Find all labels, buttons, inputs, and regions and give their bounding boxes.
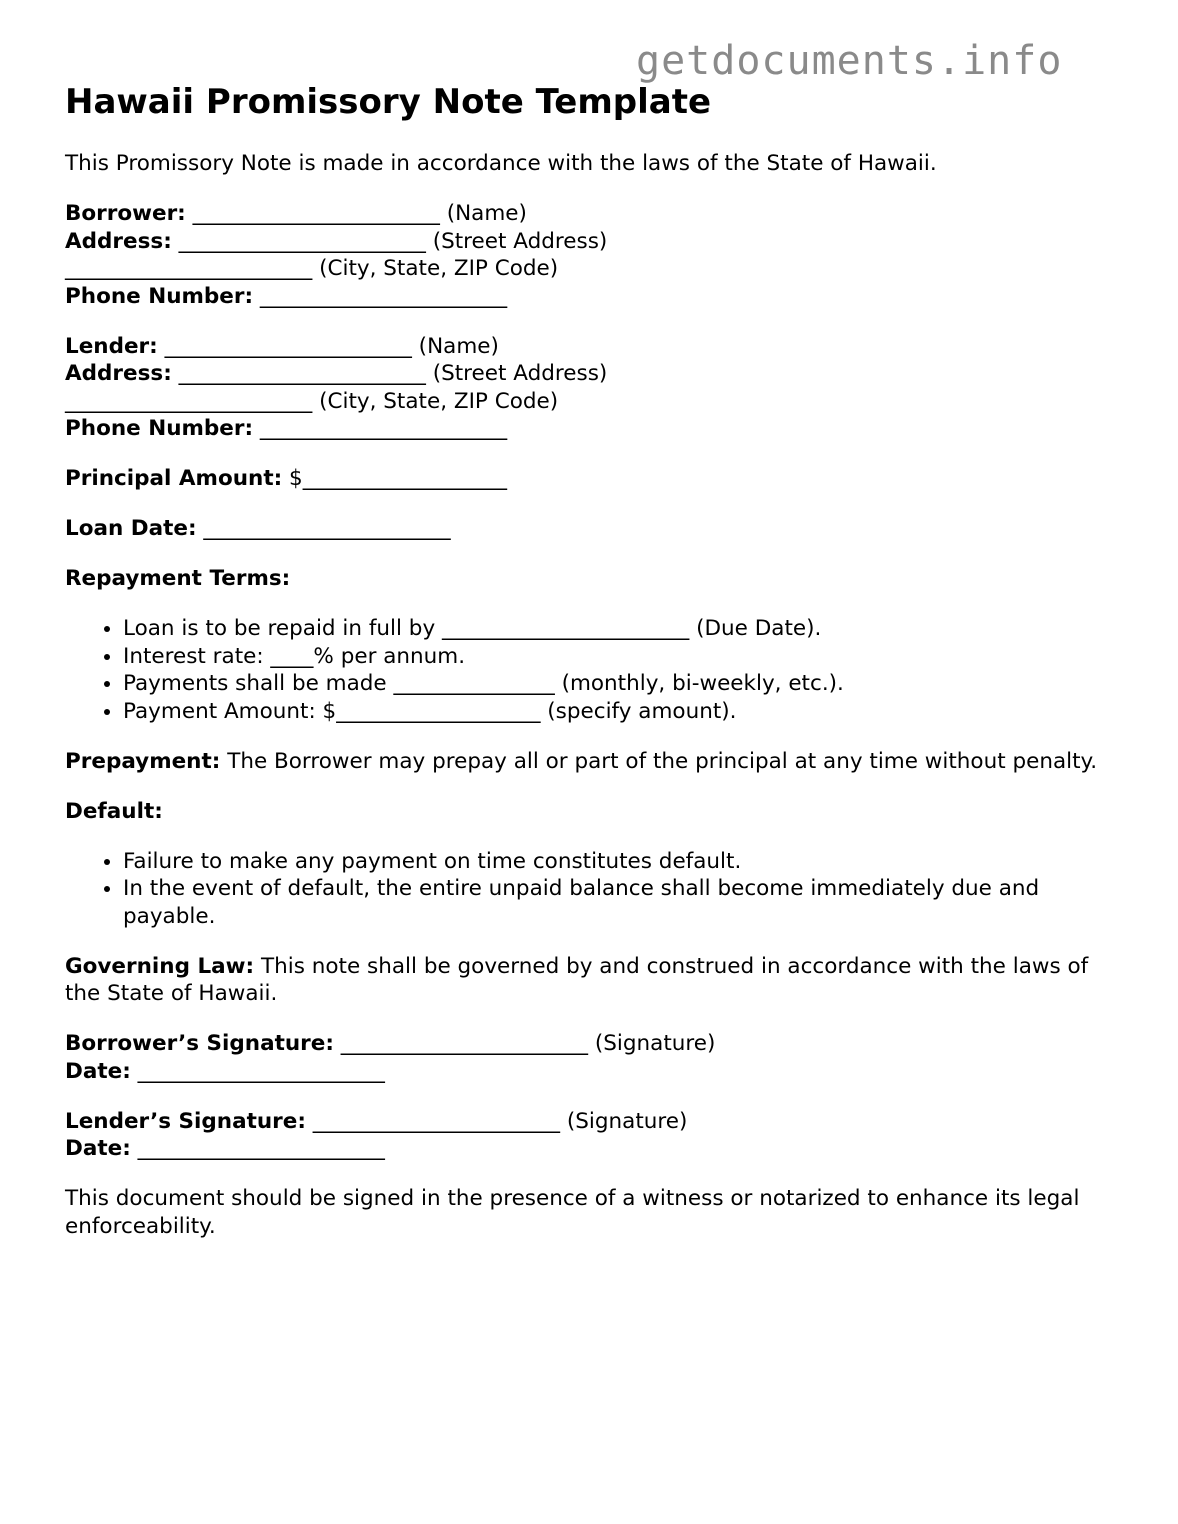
lender-address-blank: _______________________ (Street Address) (171, 361, 608, 386)
lender-signature-date-label: Date: (65, 1136, 131, 1161)
document-title: Hawaii Promissory Note Template (65, 82, 711, 122)
governing-law-paragraph (65, 953, 1115, 1008)
document-body (65, 150, 1115, 1263)
borrower-phone-label: Phone Number: (65, 283, 254, 309)
lender-name-line (65, 333, 1115, 361)
borrower-signature-blank: _______________________ (Signature) (333, 1031, 716, 1056)
list-item: • Failure to make any payment on time constitutes default. (123, 848, 1115, 876)
borrower-address-line (65, 228, 1115, 256)
lender-signature-line (65, 1108, 1115, 1136)
lender-block (65, 333, 1115, 443)
borrower-phone-line (65, 283, 1115, 311)
prepayment-paragraph (65, 748, 1115, 776)
governing-law-label: Governing Law: (65, 953, 255, 979)
borrower-signature-label: Borrower’s Signature: (65, 1031, 334, 1056)
list-item: • In the event of default, the entire unpaid balance shall become immediately due and payable. (123, 875, 1115, 930)
repayment-terms-list (65, 615, 1115, 725)
borrower-signature-date-label: Date: (65, 1058, 131, 1084)
borrower-signature-block (65, 1030, 1115, 1085)
repayment-terms-label: Repayment Terms: (65, 566, 291, 591)
borrower-city-line: _______________________ (City, State, ZIP Code) (65, 256, 559, 281)
default-list (65, 848, 1115, 931)
lender-phone-label: Phone Number: (65, 416, 254, 441)
lender-city-line: _______________________ (City, State, ZIP Code) (65, 388, 559, 414)
closing-paragraph: This document should be signed in the presence of a witness or notarized to enhance its legal enforceability. (65, 1186, 1080, 1239)
borrower-name-blank: _______________________ (Name) (185, 201, 527, 226)
lender-name-blank: _______________________ (Name) (157, 333, 499, 359)
lender-signature-label: Lender’s Signature: (65, 1108, 306, 1134)
prepayment-label: Prepayment: (65, 748, 221, 774)
principal-amount-line (65, 465, 1115, 493)
intro-paragraph: This Promissory Note is made in accordance with the laws of the State of Hawaii. (65, 151, 937, 176)
loan-date-line (65, 515, 1115, 543)
borrower-name-label: Borrower: (65, 201, 186, 226)
site-watermark: getdocuments.info (636, 38, 1063, 84)
loan-date-label: Loan Date: (65, 516, 197, 541)
list-item: • Loan is to be repaid in full by _______________________ (Due Date). (123, 615, 1115, 643)
lender-signature-date-blank: _______________________ (130, 1136, 385, 1161)
default-label: Default: (65, 798, 163, 824)
loan-date-blank: _______________________ (196, 516, 451, 541)
borrower-signature-line (65, 1030, 1115, 1058)
lender-address-label: Address: (65, 361, 172, 386)
governing-law-text: This note shall be governed by and construed in accordance with the laws of the State of Hawaii. (65, 953, 1089, 1006)
borrower-signature-date-blank: _______________________ (130, 1058, 385, 1084)
borrower-name-line (65, 200, 1115, 228)
borrower-phone-blank: _______________________ (253, 283, 508, 309)
list-item: • Interest rate: ____% per annum. (123, 643, 1115, 671)
lender-phone-line (65, 415, 1115, 443)
list-item: • Payment Amount: $___________________ (specify amount). (123, 698, 1115, 726)
lender-name-label: Lender: (65, 333, 158, 359)
lender-signature-blank: _______________________ (Signature) (305, 1108, 688, 1134)
borrower-signature-date-line (65, 1058, 1115, 1086)
lender-signature-date-line (65, 1135, 1115, 1163)
borrower-address-blank: _______________________ (Street Address) (171, 228, 608, 254)
borrower-address-label: Address: (65, 228, 172, 254)
lender-address-line (65, 360, 1115, 388)
lender-signature-block (65, 1108, 1115, 1163)
default-heading (65, 798, 1115, 826)
borrower-block (65, 200, 1115, 310)
principal-amount-blank: $___________________ (282, 466, 507, 491)
repayment-terms-heading (65, 565, 1115, 593)
list-item: • Payments shall be made _______________ (monthly, bi-weekly, etc.). (123, 670, 1115, 698)
lender-phone-blank: _______________________ (253, 416, 508, 441)
principal-amount-label: Principal Amount: (65, 466, 283, 491)
prepayment-text: The Borrower may prepay all or part of the principal at any time without penalty. (220, 748, 1098, 774)
